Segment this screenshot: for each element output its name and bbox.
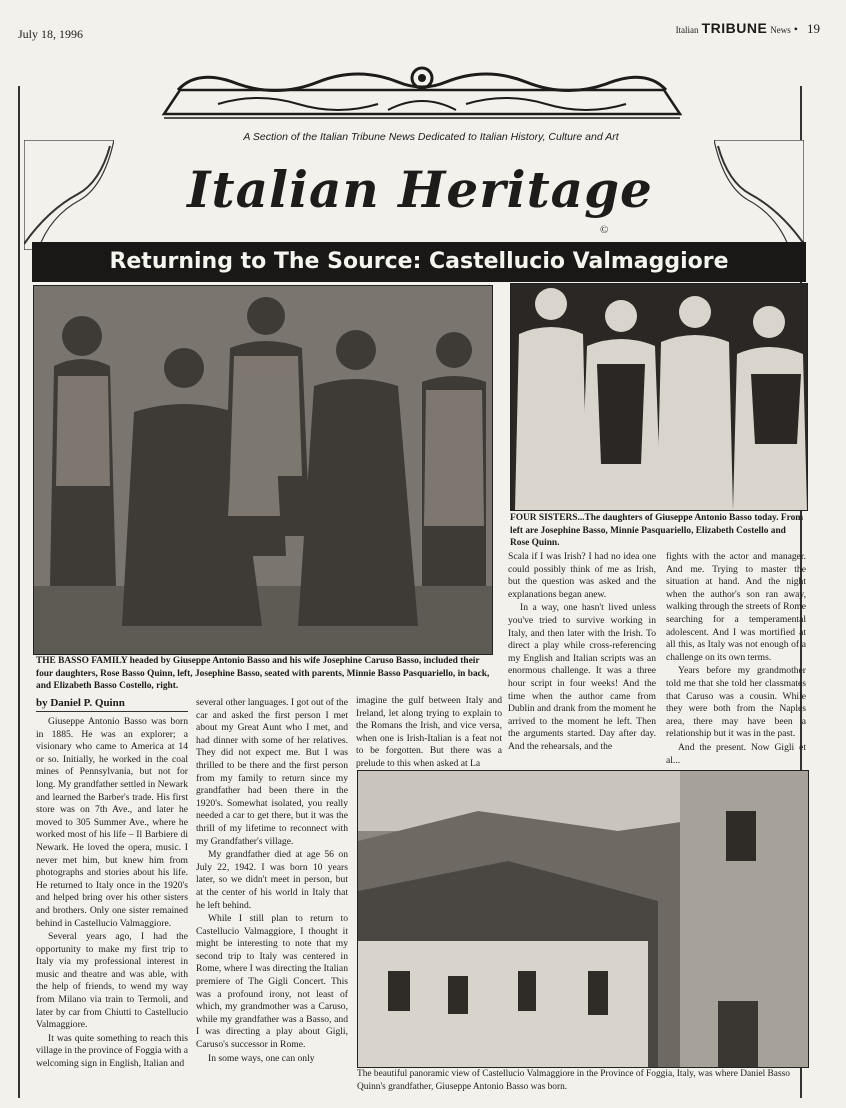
copyright-mark: ©	[600, 224, 609, 236]
village-photo-caption: The beautiful panoramic view of Castellucio Valmaggiore in the Province of Foggia, Italy, was where Daniel Basso Quinn's grandfather, Giuseppe Antonio Basso was born.	[357, 1069, 790, 1092]
paragraph: My grandfather died at age 56 on July 22, 1942. I was born 10 years later, so we didn't meet in person, but at the center of his world in Italy that he left behind.	[196, 849, 348, 911]
article-column-1	[36, 716, 188, 1071]
family-photo-caption: THE BASSO FAMILY headed by Giuseppe Antonio Basso and his wife Josephine Caruso Basso, included their four daughters, Rose Basso Quinn, left, Josephine Basso, seated with parents, Minnie Basso Pasquariello, in back, and Elizabeth Basso Costello, right.	[36, 656, 490, 691]
paragraph: It was quite something to reach this village in the province of Foggia with a welcoming sign in English, Italian and	[36, 1032, 188, 1070]
village-photo-illustration	[358, 771, 808, 1067]
paragraph: While I still plan to return to Castellucio Valmaggiore, I thought it might be interesting to note that my second trip to Italy was centered in Rome, where I was directing the Italian premiere of The Gigli Concert. This was a profound irony, not least of which, my grandmother was a Caruso, while my grandfather was a Basso, and I was directing a play about Gigli, Caruso's successor in Rome.	[196, 913, 348, 1051]
sisters-photo	[510, 283, 808, 511]
page-number: 19	[807, 21, 820, 36]
publication-name: TRIBUNE	[701, 20, 768, 36]
article-column-4	[508, 551, 656, 754]
paragraph: imagine the gulf between Italy and Ireland, let along trying to explain to the Romans the Irish, and vice versa, when one is Irish-Italian is a feat not to be forgotten. But there was a prelude to this when asked at La	[356, 695, 502, 769]
publication-prefix: Italian	[675, 25, 699, 35]
paragraph: Giuseppe Antonio Basso was born in 1885. He was an explorer; a visionary who came to America at 14 or so. Initially, he worked in the coal mines of Pennsylvania, but not for long. My grandfather settled in Newark and learned the Barber's trade. His first store was on 7th Ave., and later he moved to 305 Summer Ave., where he worked most of his life – Il Barbiere di Newark. He loved the opera, music. I never met him, but knew him from photographs and stories about his life. He returned to Italy once in the 1920's and helped bring over his other sisters and brothers. Only one sister remained behind in Castellucio Valmaggiore.	[36, 716, 188, 929]
scroll-ornament	[158, 62, 686, 132]
masthead-title: Italian Heritage	[187, 160, 653, 219]
publication-suffix: News	[770, 25, 791, 35]
left-corner-ornament	[24, 140, 114, 250]
family-photo	[33, 285, 493, 655]
paragraph: several other languages. I got out of the car and asked the first person I met about my Great Aunt who I met, and had dinner with some of her relatives. They did not expect me. But I was thrilled to be there and the first person from my family to return since my grandfather had been there in the 1920's. Somewhat isolated, you really needed a car to get there, but it was the thrill of my lifetime to reconnect with my Grandfather's village.	[196, 697, 348, 847]
article-column-3	[356, 695, 502, 771]
article-column-2	[196, 697, 348, 1065]
right-corner-ornament	[714, 140, 804, 250]
article-headline: Returning to The Source: Castellucio Valmaggiore	[109, 249, 729, 274]
section-tagline: A Section of the Italian Tribune News Dedicated to Italian History, Culture and Art	[243, 131, 619, 143]
paragraph: In a way, one hasn't lived unless you've tried to survive working in Italy, and then later with the Irish. To direct a play while cross-referencing my English and Italian scripts was an enormous challenge. It was a three hour script in four weeks! And the time when the author came from Dublin and drank from the moment he arrived to the moment he left. Then the arguments started. Day after day. And the rehearsals, and the	[508, 602, 656, 752]
publication-header: Italian TRIBUNE News • 19	[675, 20, 820, 36]
paragraph: In some ways, one can only	[208, 1052, 315, 1064]
sisters-photo-illustration	[511, 284, 807, 510]
article-byline: by Daniel P. Quinn	[36, 697, 188, 712]
paragraph: Years before my grandmother told me that she told her classmates that Caruso was a cousin. While they were both from the Naples area, there may have been a relationship but it was in the past.	[666, 665, 806, 740]
paragraph: And the present. Now Gigli et al...	[666, 741, 806, 766]
issue-date: July 18, 1996	[18, 27, 84, 41]
village-photo	[357, 770, 809, 1068]
family-photo-illustration	[34, 286, 492, 654]
paragraph: Scala if I was Irish? I had no idea one could possibly think of me as Irish, but the question was asked and the explanations began anew.	[508, 551, 656, 600]
paragraph: fights with the actor and manager. And me. Trying to master the situation at hand. And the night when the author's son ran away, walking through the streets of Rome searching for a temperamental adolescent. And I was mortified at all this, as Italy was not enough of a challenge on its own terms.	[666, 551, 806, 663]
sisters-photo-caption: FOUR SISTERS...The daughters of Giuseppe Antonio Basso today. From left are Josephine Basso, Minnie Pasquariello, Elizabeth Costello and Rose Quinn.	[510, 513, 804, 548]
article-column-5	[666, 551, 806, 767]
paragraph: Several years ago, I had the opportunity to make my first trip to Italy via my professional interest in music and theatre and was able, with the help of friends, to wend my way from Milano via train to Termoli, and later by car from Chiutti to Castellucio Valmaggiore.	[36, 931, 188, 1031]
